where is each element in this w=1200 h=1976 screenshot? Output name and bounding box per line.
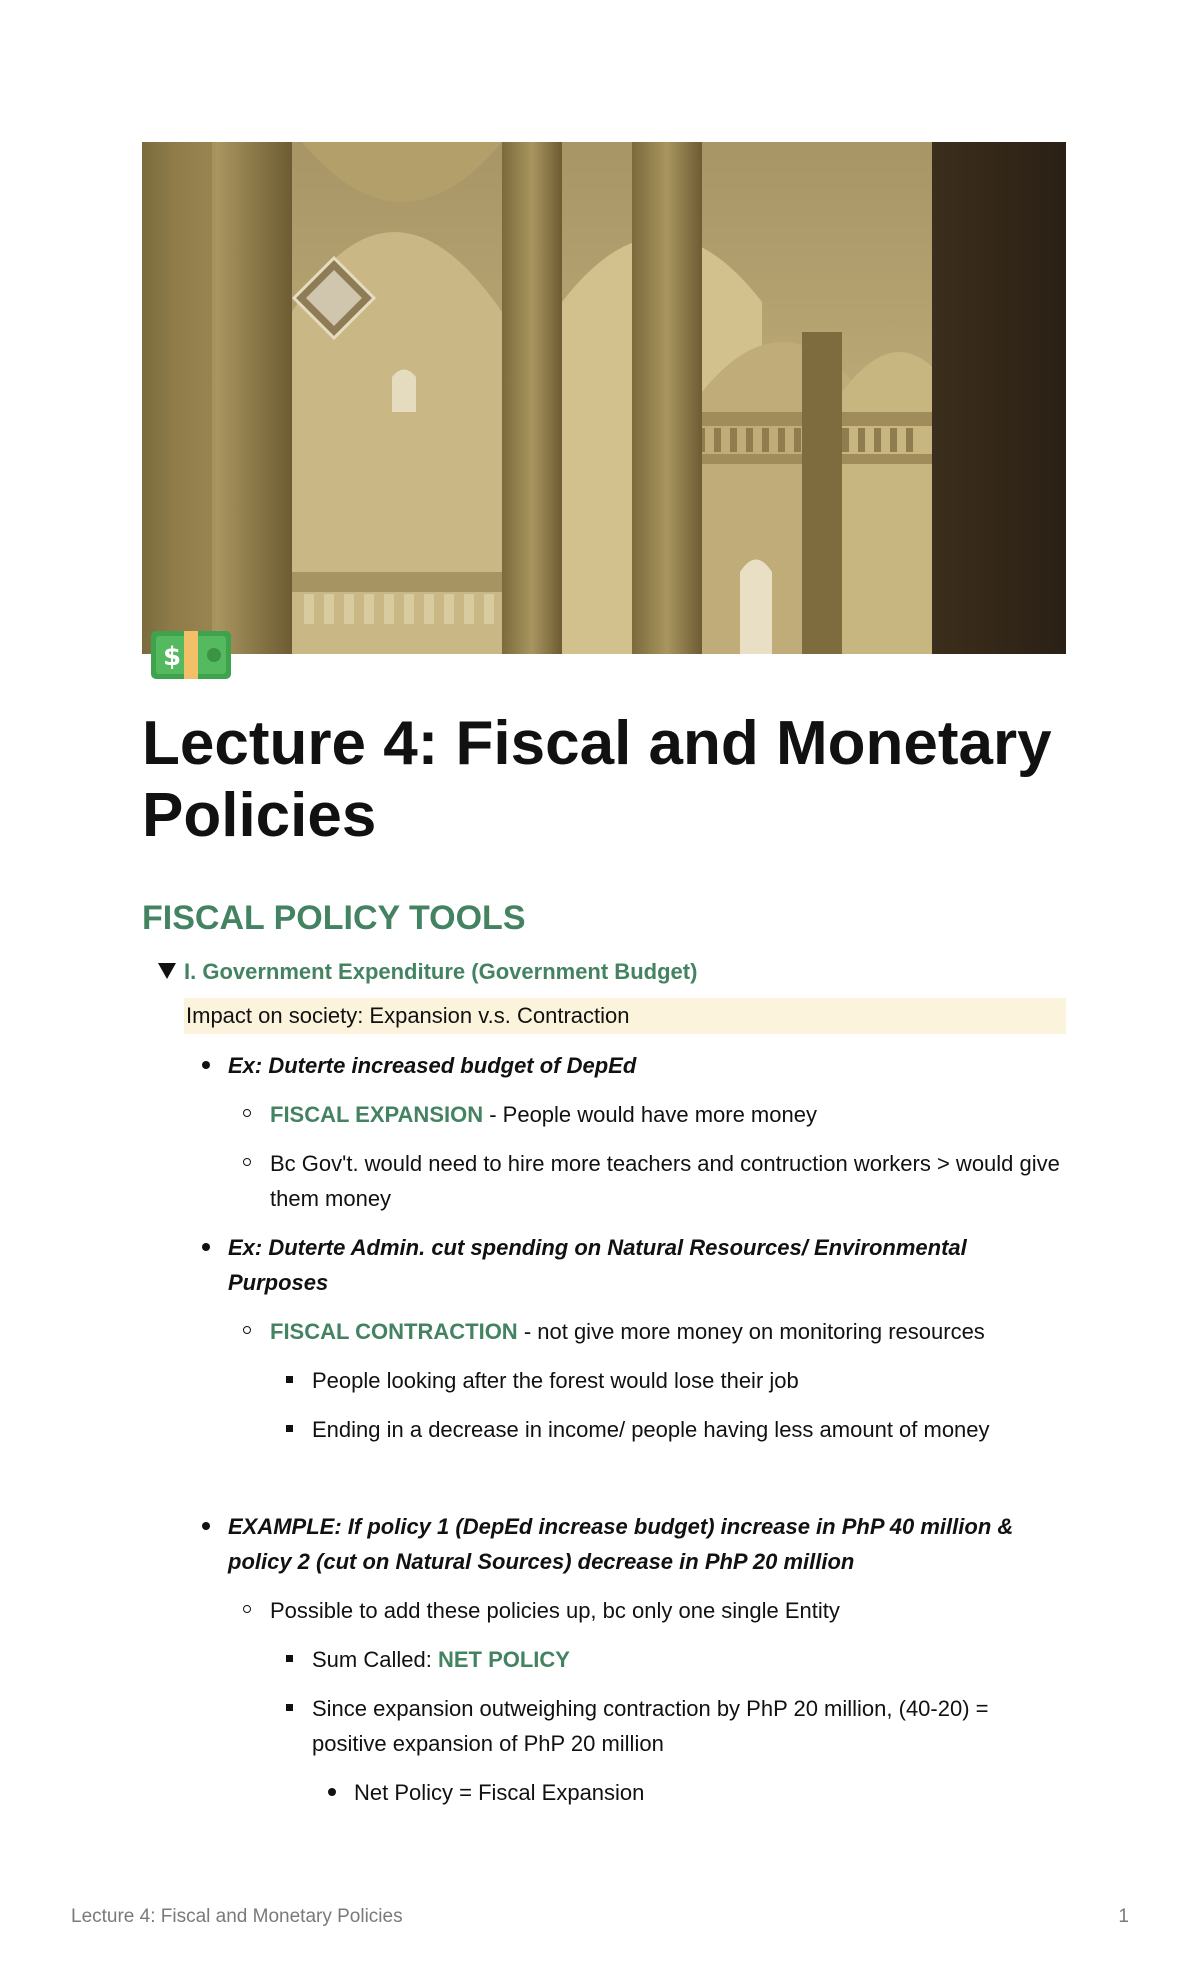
toggle-label: I. Government Expenditure (Government Budget): [184, 959, 698, 984]
bullet-circle: [243, 1109, 251, 1117]
list-item: [142, 1412, 1066, 1447]
list-item-text: Bc Gov't. would need to hire more teachers and contruction workers > would give them money: [270, 1151, 1060, 1211]
bullet-disc: [328, 1788, 336, 1796]
footer-title: Lecture 4: Fiscal and Monetary Policies: [71, 1906, 403, 1927]
list-item-text: Ex: Duterte Admin. cut spending on Natural Resources/ Environmental Purposes: [228, 1235, 967, 1295]
page-number: 1: [1118, 1906, 1129, 1927]
bullet-circle: [243, 1326, 251, 1334]
dollar-banknote-icon: [150, 628, 232, 682]
list-item-text: People looking after the forest would lose their job: [312, 1368, 799, 1393]
list-item-text: Ending in a decrease in income/ people having less amount of money: [312, 1417, 990, 1442]
bullet-square: [286, 1376, 293, 1383]
bullet-disc: [202, 1243, 210, 1251]
list-item: [142, 1363, 1066, 1398]
cover-image: [142, 142, 1066, 654]
list-item-text: Net Policy = Fiscal Expansion: [354, 1780, 645, 1805]
term-net-policy: NET POLICY: [437, 1647, 570, 1672]
page-content: [142, 950, 1066, 1810]
list-item: [142, 1642, 1066, 1677]
list-item-text: Sum Called:: [312, 1647, 438, 1672]
callout-impact: Impact on society: Expansion v.s. Contraction: [184, 998, 1066, 1034]
bullet-square: [286, 1655, 293, 1662]
list-item: [142, 1775, 1066, 1810]
page-title: Lecture 4: Fiscal and Monetary Policies: [142, 709, 1052, 850]
list-item: [142, 1593, 1066, 1628]
list-item-text: Ex: Duterte increased budget of DepEd: [228, 1053, 637, 1078]
list-item-text: - People would have more money: [483, 1102, 817, 1127]
list-item-text: - not give more money on monitoring resources: [517, 1319, 985, 1344]
term-fiscal-contraction: FISCAL CONTRACTION: [270, 1319, 518, 1344]
list-item-text: EXAMPLE: If policy 1 (DepEd increase budget) increase in PhP 40 million & policy 2 (cut on Natural Sources) decrease in PhP 20 million: [228, 1514, 1014, 1574]
bullet-disc: [202, 1522, 210, 1530]
list-item-text: Since expansion outweighing contraction by PhP 20 million, (40-20) = positive expansion of PhP 20 million: [312, 1696, 989, 1756]
toggle-government-expenditure[interactable]: [142, 950, 1066, 994]
list-item: [142, 1230, 1066, 1300]
bullet-square: [286, 1704, 293, 1711]
svg-text:$: $: [162, 642, 182, 672]
list-item: [142, 1097, 1066, 1132]
list-item: [142, 1691, 1066, 1761]
list-item: [142, 1314, 1066, 1349]
bullet-circle: [243, 1158, 251, 1166]
bullet-square: [286, 1425, 293, 1432]
section-heading: FISCAL POLICY TOOLS: [142, 899, 526, 937]
term-fiscal-expansion: FISCAL EXPANSION: [270, 1102, 484, 1127]
list-item: [142, 1146, 1066, 1216]
toggle-triangle-icon[interactable]: [158, 963, 176, 979]
list-item: [142, 1048, 1066, 1083]
list-item-text: Possible to add these policies up, bc only one single Entity: [270, 1598, 840, 1623]
bullet-circle: [243, 1605, 251, 1613]
list-item: [142, 1509, 1066, 1579]
bullet-disc: [202, 1061, 210, 1069]
